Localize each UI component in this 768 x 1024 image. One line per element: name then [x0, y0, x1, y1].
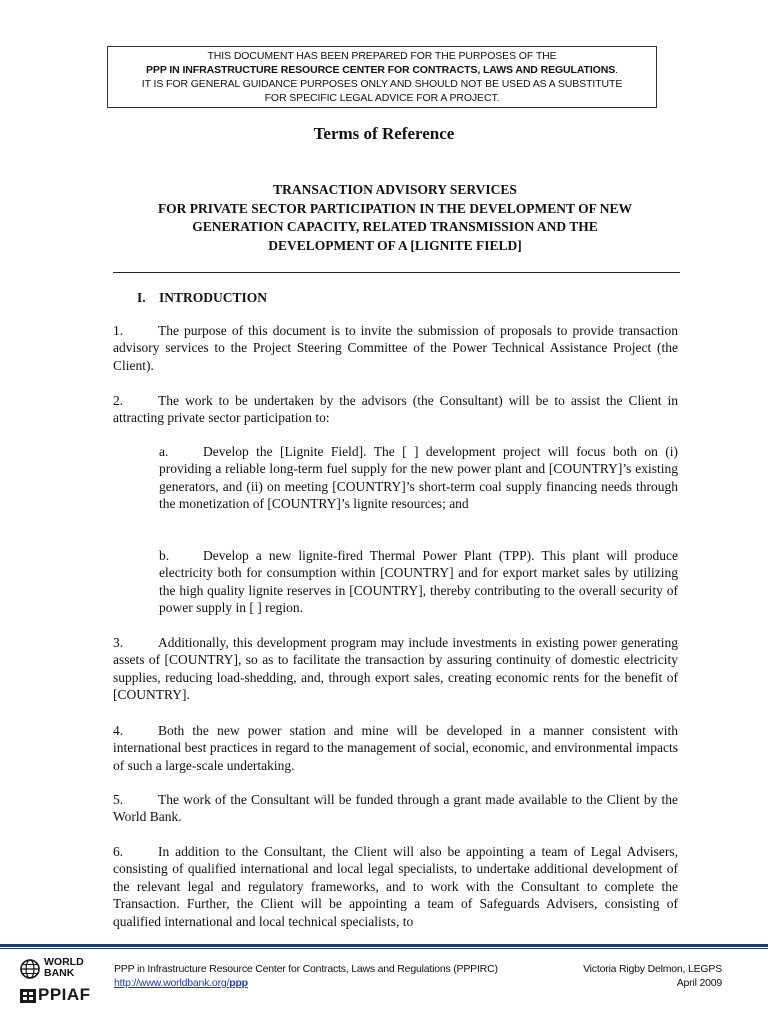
document-title: Terms of Reference [313, 124, 455, 143]
paragraph-5 [113, 791, 678, 826]
paragraph-text: In addition to the Consultant, the Client will also be appointing a team of Legal Advisers, consisting of qualified international and local legal specialists, to undertake additional development of the relevant legal and regulatory frameworks, and to work with the Consultant to complete the Transaction. Further, the Client will be appointing a team of Safeguards Advisers, consisting of qualified international and local technical specialists, to [113, 844, 678, 929]
sub-item-text: Develop a new lignite-fired Thermal Power Plant (TPP). This plant will produce electricity both for consumption within [COUNTRY] and for export market sales by utilizing the high quality lignite reserves in [COUNTRY], thereby contributing to the overall security of power supply in [ ] region. [159, 548, 678, 616]
section-title: INTRODUCTION [159, 290, 268, 305]
sub-item-marker: a. [159, 444, 169, 459]
paragraph-3 [113, 634, 678, 704]
sub-item-text: Develop the [Lignite Field]. The [ ] development project will focus both on (i) providing a reliable long-term fuel supply for the new power plant and [COUNTRY]’s existing generators, and (ii) on meeting [COUNTRY]’s short-term coal supply financing needs through the monetization of [COUNTRY]’s lignite resources; and [159, 444, 678, 512]
logo-ppiaf-text: PPIAF [38, 985, 91, 1004]
logo-bank: BANK [44, 967, 75, 979]
globe-icon [20, 959, 40, 979]
paragraph-number: 4. [113, 723, 124, 738]
paragraph-text: The work to be undertaken by the advisors (the Consultant) will be to assist the Client in attracting private sector participation to: [113, 393, 678, 426]
footer-resource-center: PPP in Infrastructure Resource Center for Contracts, Laws and Regulations (PPPIRC) [114, 963, 498, 975]
sub-item-a [159, 443, 678, 513]
paragraph-text: Additionally, this development program may include investments in existing power generating assets of [COUNTRY], so as to facilitate the transaction by assuring continuity of domestic electricity supplies, reducing load-shedding, and, through export sales, creating economic rents for the benefit of [COUNTRY]. [113, 635, 678, 703]
disclaimer-line-2 [108, 63, 656, 77]
footer-right [583, 962, 722, 990]
section-heading [137, 290, 267, 306]
paragraph-number: 6. [113, 844, 124, 859]
footer-link-line [114, 976, 498, 990]
footer-rule-thin [0, 948, 768, 949]
footer-rule [0, 944, 768, 947]
title-divider [113, 272, 680, 273]
paragraph-6 [113, 843, 678, 930]
paragraph-text: Both the new power station and mine will be developed in a manner consistent with international best practices in regard to the management of social, economic, and environmental impacts of such a large-scale undertaking. [113, 723, 678, 773]
disclaimer-resource-center: PPP IN INFRASTRUCTURE RESOURCE CENTER FOR CONTRACTS, LAWS AND REGULATIONS [146, 64, 616, 76]
disclaimer-line-2-end: . [615, 64, 618, 76]
world-bank-logo [20, 957, 94, 983]
footer-date: April 2009 [676, 977, 722, 989]
section-number: I. [137, 290, 146, 305]
link-bold: ppp [229, 977, 248, 989]
subtitle-line-4: DEVELOPMENT OF A [LIGNITE FIELD] [268, 237, 522, 253]
footer-center [114, 962, 498, 990]
footer-author: Victoria Rigby Delmon, LEGPS [583, 963, 722, 975]
paragraph-2 [113, 392, 678, 427]
disclaimer-line-1: THIS DOCUMENT HAS BEEN PREPARED FOR THE PURPOSES OF THE [207, 50, 557, 62]
paragraph-number: 5. [113, 792, 124, 807]
document-subtitle [110, 181, 680, 255]
worldbank-ppp-link[interactable] [114, 977, 248, 989]
sub-item-marker: b. [159, 548, 170, 563]
paragraph-1 [113, 322, 678, 374]
ppiaf-mark-icon [20, 989, 36, 1003]
subtitle-line-2: FOR PRIVATE SECTOR PARTICIPATION IN THE DEVELOPMENT OF NEW [157, 200, 633, 216]
paragraph-text: The purpose of this document is to invite the submission of proposals to provide transaction advisory services to the Project Steering Committee of the Power Technical Assistance Project (the Client). [113, 323, 678, 373]
paragraph-number: 1. [113, 323, 124, 338]
paragraph-4 [113, 722, 678, 774]
world-bank-wordmark [44, 957, 84, 979]
disclaimer-line-4: FOR SPECIFIC LEGAL ADVICE FOR A PROJECT. [264, 92, 500, 104]
paragraph-text: The work of the Consultant will be funded through a grant made available to the Client by the World Bank. [113, 792, 678, 825]
subtitle-line-3: GENERATION CAPACITY, RELATED TRANSMISSION AND THE [192, 219, 598, 234]
link-prefix: http://www.worldbank.org/ [114, 977, 230, 989]
subtitle-line-1: TRANSACTION ADVISORY SERVICES [273, 182, 517, 197]
sub-item-b [159, 547, 678, 617]
paragraph-number: 3. [113, 635, 124, 650]
disclaimer-line-3: IT IS FOR GENERAL GUIDANCE PURPOSES ONLY AND SHOULD NOT BE USED AS A SUBSTITUTE [141, 78, 623, 90]
disclaimer-box [107, 46, 657, 108]
paragraph-number: 2. [113, 393, 124, 408]
logo-world: WORLD [44, 956, 84, 968]
